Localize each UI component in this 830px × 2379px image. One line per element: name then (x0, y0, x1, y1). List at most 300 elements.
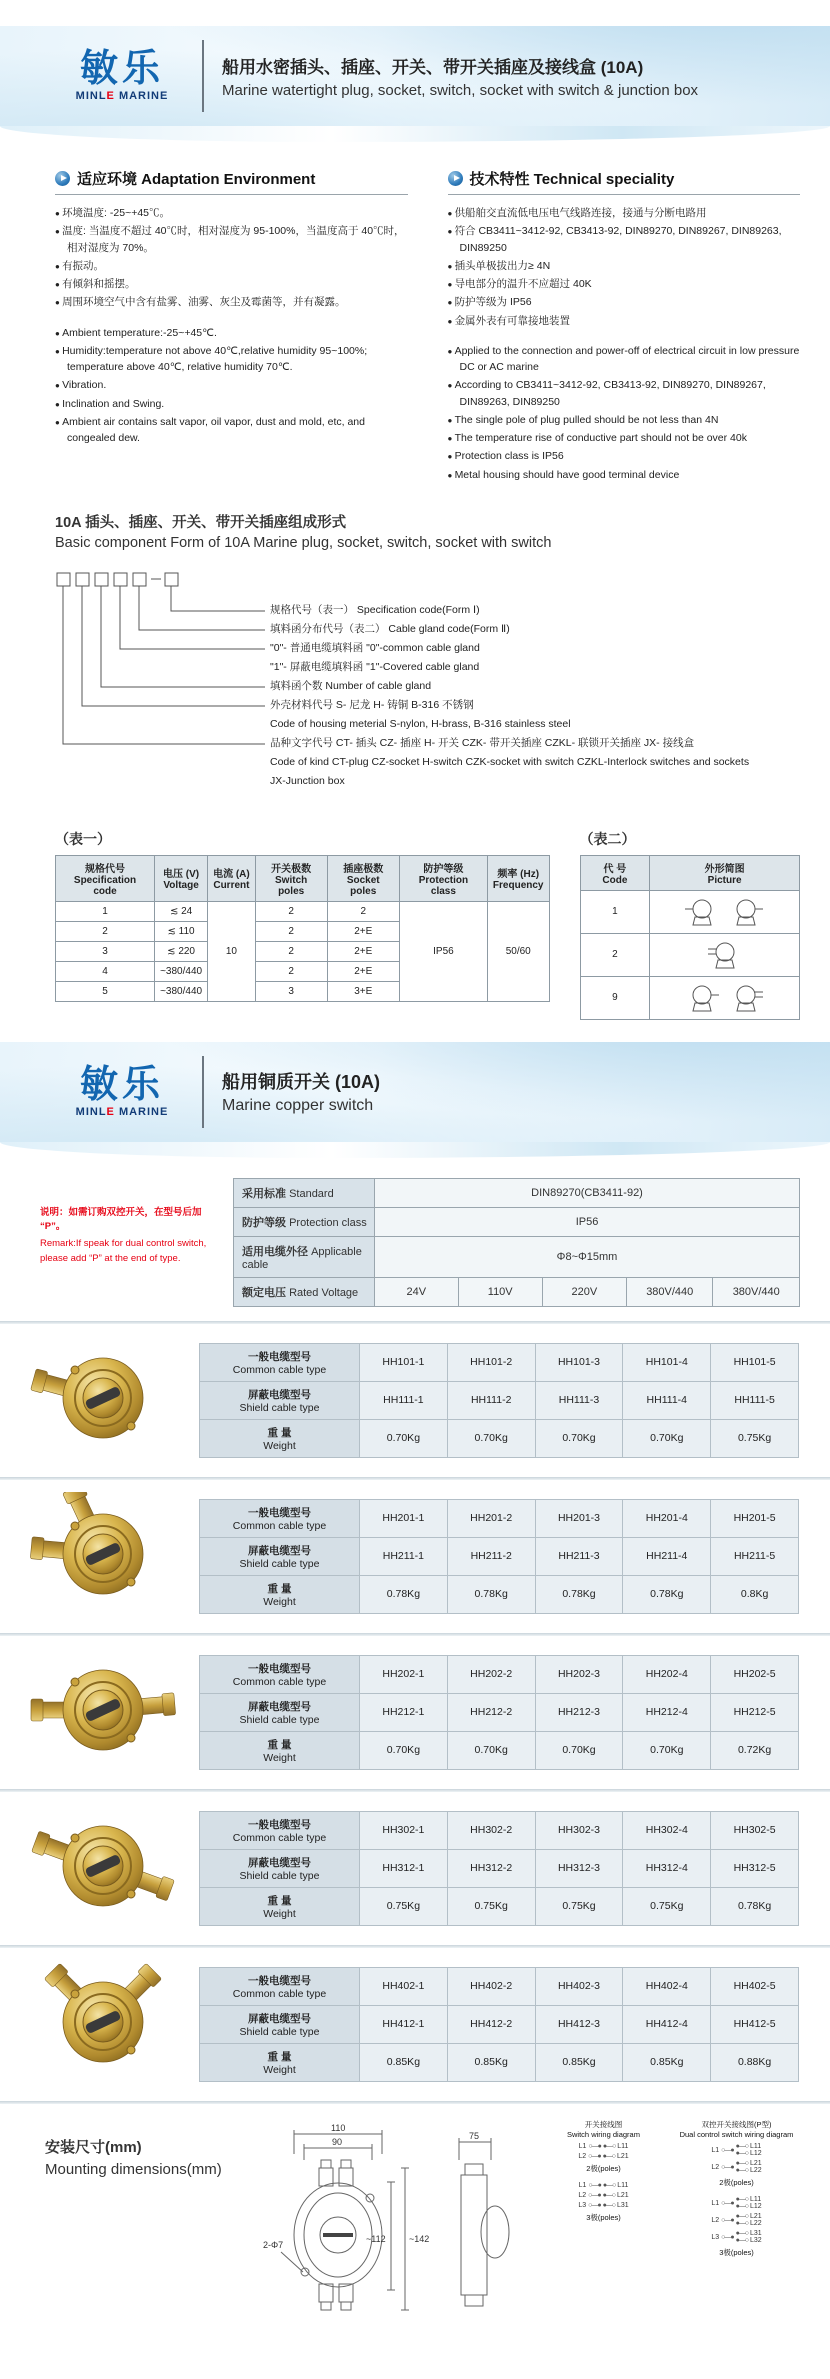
list-item: ● 温度: 当温度不超过 40℃时，相对湿度为 95-100%，当温度高于 40℃时，相对湿度为 70%。 (55, 223, 408, 256)
model-cell: HH211-2 (447, 1537, 535, 1575)
wiring-terminal: L3 (711, 2233, 720, 2241)
model-cell: HH101-2 (447, 1343, 535, 1381)
form1-col-header: 规格代号 Specification code (56, 855, 155, 901)
product-row-label: 重 量 Weight (200, 1575, 360, 1613)
form1-row (56, 901, 550, 921)
model-cell: 0.8Kg (711, 1575, 799, 1613)
list-item: ● 周围环境空气中含有盐雾、油雾、灰尘及霉菌等，并有凝露。 (55, 294, 408, 310)
form1-col-header: 开关极数 Switch poles (255, 855, 327, 901)
model-cell: HH412-3 (535, 2005, 623, 2043)
model-cell: 0.85Kg (360, 2043, 448, 2081)
adaptation-title: 适应环境 Adaptation Environment (77, 171, 316, 188)
adaptation-list-en (55, 325, 408, 447)
product-table (199, 1655, 799, 1770)
wiring-row: L3 ○—● ●—○ L31 ●—○ L32 (711, 2230, 762, 2245)
dim-holes: 2-Φ7 (263, 2239, 284, 2250)
wiring-terminal: L1 (578, 2182, 587, 2190)
cable-label: 适用电缆外径 Applicable cable (234, 1236, 375, 1277)
model-cell: 0.78Kg (447, 1575, 535, 1613)
gland-picture-9 (650, 976, 800, 1019)
cable-row (234, 1236, 800, 1277)
switch-wiring-diagram (541, 2120, 666, 2355)
model-cell: HH412-5 (711, 2005, 799, 2043)
form1-col-header: 防护等级 Protection class (399, 855, 487, 901)
form2-row (580, 933, 799, 976)
wiring-row: L2 ○—● ●—○ L21 (578, 2153, 629, 2161)
model-cell: 0.70Kg (447, 1731, 535, 1769)
wiring-row: L1 ○—● ●—○ L11 (578, 2182, 629, 2190)
standard-row (234, 1178, 800, 1207)
component-form-section (0, 495, 830, 815)
model-cell: HH201-1 (360, 1499, 448, 1537)
protection-value: IP56 (375, 1207, 800, 1236)
model-cell: HH312-3 (535, 1849, 623, 1887)
list-item: ● 导电部分的温升不应超过 40K (448, 276, 801, 292)
wiring-row: L2 ○—● ●—○ L21 ●—○ L22 (711, 2213, 762, 2228)
list-item: ● Humidity:temperature not above 40℃,relative humidity 95~100%; temperature above 40℃, relative humidity 70℃. (55, 343, 408, 376)
wiring-terminal: ●—○ L11 (602, 2182, 629, 2190)
form1-cell: ~380/440 (155, 961, 208, 981)
form1-cell: ≲ 24 (155, 901, 208, 921)
model-cell: HH212-2 (447, 1693, 535, 1731)
dim-142: ~142 (409, 2233, 430, 2244)
cable-value: Φ8~Φ15mm (375, 1236, 800, 1277)
model-cell: HH202-4 (623, 1655, 711, 1693)
wiring-terminal: L2 (711, 2216, 720, 2224)
product-row-label: 屏蔽电缆型号 Shield cable type (200, 1381, 360, 1419)
model-cell: 0.70Kg (535, 1731, 623, 1769)
product-table (199, 1811, 799, 1926)
logo-red-accent: E (106, 1105, 115, 1118)
common-type-row (200, 1499, 799, 1537)
model-cell: HH312-4 (623, 1849, 711, 1887)
voltage-value: 220V (542, 1277, 626, 1306)
form1-header-row (56, 855, 550, 901)
wiring-terminal: L1 (578, 2143, 587, 2151)
product-row-label: 屏蔽电缆型号 Shield cable type (200, 1849, 360, 1887)
model-cell: HH302-4 (623, 1811, 711, 1849)
product-row (0, 1792, 830, 1945)
product-photo-box (20, 1960, 185, 2089)
poles-label: 3极(poles) (719, 2248, 754, 2258)
protection-label: 防护等级 Protection class (234, 1207, 375, 1236)
model-cell: HH402-3 (535, 1967, 623, 2005)
wave-decoration (0, 1142, 830, 1158)
form1-block (55, 829, 550, 1002)
model-cell: 0.85Kg (535, 2043, 623, 2081)
model-cell: HH111-2 (447, 1381, 535, 1419)
form1-cell: 2 (255, 941, 327, 961)
model-cell: HH201-4 (623, 1499, 711, 1537)
list-item: 填料函个数 Number of cable gland (270, 679, 432, 692)
code-connector-lines (55, 567, 270, 815)
page-title-cn: 船用水密插头、插座、开关、带开关插座及接线盒 (10A) (222, 58, 644, 77)
adaptation-list-cn (55, 205, 408, 311)
form1-col-header: 电压 (V) Voltage (155, 855, 208, 901)
product-row (0, 1324, 830, 1477)
logo-en-text: MINLE MARINE (75, 1105, 169, 1118)
list-item: "0"- 普通电缆填料函 "0"-common cable gland (270, 641, 480, 654)
mounting-title-cn: 安装尺寸(mm) (45, 2138, 142, 2156)
model-cell: HH211-1 (360, 1537, 448, 1575)
product-list (0, 1321, 830, 2104)
standards-section (0, 1158, 830, 1321)
weight-row (200, 1731, 799, 1769)
form1-cell: IP56 (399, 901, 487, 1001)
wiring-title: 双控开关接线图(P型) Dual control switch wiring diagram (679, 2119, 794, 2139)
list-item: ● Vibration. (55, 377, 408, 393)
wiring-terminal: ●—○ L22 (735, 2220, 762, 2228)
standards-table (233, 1178, 800, 1307)
list-item: ● 环境温度: -25~+45℃。 (55, 205, 408, 221)
list-item: ● 金属外表有可靠接地装置 (448, 313, 801, 329)
form1-caption: （表一） (55, 830, 111, 847)
product-photo (23, 1492, 183, 1616)
list-item: ● Ambient air contains salt vapor, oil vapor, dust and mold, etc, and congealed dew. (55, 414, 408, 447)
model-cell: HH101-5 (711, 1343, 799, 1381)
form1-col-header: 插座极数 Socket poles (327, 855, 399, 901)
list-item: 外壳材料代号 S- 尼龙 H- 铸铜 B-316 不锈钢 (270, 698, 474, 711)
header-divider (202, 40, 204, 112)
header-divider (202, 1056, 204, 1128)
product-photo (23, 1960, 183, 2084)
wiring-terminal: ●—○ L21 (735, 2213, 762, 2221)
wiring-terminal: ●—○ L21 (602, 2153, 629, 2161)
model-cell: 0.78Kg (711, 1887, 799, 1925)
model-cell: HH302-1 (360, 1811, 448, 1849)
wiring-terminal: L3 (578, 2202, 587, 2210)
model-cell: HH211-5 (711, 1537, 799, 1575)
gland-glyph-icon (670, 938, 780, 972)
list-item: ● 插头单极拔出力≥ 4N (448, 258, 801, 274)
wiring-row: L1 ○—● ●—○ L11 (578, 2143, 629, 2151)
model-cell: 0.88Kg (711, 2043, 799, 2081)
product-row-label: 一般电缆型号 Common cable type (200, 1811, 360, 1849)
wiring-title: 开关接线图 Switch wiring diagram (567, 2119, 640, 2139)
wiring-terminal: ●—○ L22 (735, 2167, 762, 2175)
product-row-label: 一般电缆型号 Common cable type (200, 1655, 360, 1693)
wiring-terminal: ●—○ L31 (735, 2230, 762, 2238)
logo-en-text: MINLE MARINE (75, 90, 169, 102)
standard-label: 采用标准 Standard (234, 1178, 375, 1207)
dim-112: ~112 (366, 2233, 386, 2244)
model-cell: HH212-5 (711, 1693, 799, 1731)
wiring-terminal: L2 (711, 2163, 720, 2171)
list-item: ● 防护等级为 IP56 (448, 294, 801, 310)
wiring-terminal: ●—○ L21 (735, 2160, 762, 2168)
form2-block (580, 829, 800, 1020)
technical-section (448, 168, 801, 485)
form1-cell: 4 (56, 961, 155, 981)
weight-row (200, 1419, 799, 1457)
wiring-group (674, 2143, 799, 2188)
adaptation-header (55, 168, 408, 195)
wiring-terminal: ●—○ L11 (735, 2196, 762, 2204)
list-item: ● Metal housing should have good terminal device (448, 467, 801, 483)
model-cell: HH402-1 (360, 1967, 448, 2005)
common-type-row (200, 1967, 799, 2005)
model-cell: HH312-1 (360, 1849, 448, 1887)
model-cell: HH202-1 (360, 1655, 448, 1693)
voltage-row (234, 1277, 800, 1306)
dim-110: 110 (331, 2122, 346, 2133)
product-row-label: 一般电缆型号 Common cable type (200, 1967, 360, 2005)
switch-front-side-drawing (233, 2120, 533, 2350)
product-table (199, 1343, 799, 1458)
wiring-terminal: ●—○ L21 (602, 2192, 629, 2200)
list-item: ● 有倾斜和摇摆。 (55, 276, 408, 292)
form1-cell: 10 (208, 901, 256, 1001)
gland-glyph-icon (670, 895, 780, 929)
form1-table (55, 855, 550, 1002)
product-photo (23, 1336, 183, 1460)
voltage-value: 380V/440 (627, 1277, 713, 1306)
wiring-terminal: ●—○ L31 (602, 2202, 629, 2210)
wiring-terminal: ●—○ L32 (735, 2237, 762, 2245)
top-margin (0, 0, 830, 26)
gland-code: 9 (580, 976, 650, 1019)
model-cell: 0.72Kg (711, 1731, 799, 1769)
model-cell: HH402-2 (447, 1967, 535, 2005)
form1-cell: 2+E (327, 941, 399, 961)
component-form-title-en: Basic component Form of 10A Marine plug, socket, switch, socket with switch (55, 534, 552, 551)
model-cell: 0.75Kg (711, 1419, 799, 1457)
wiring-row: L3 ○—● ●—○ L31 (578, 2202, 629, 2210)
model-cell: HH202-3 (535, 1655, 623, 1693)
list-item: JX-Junction box (270, 774, 345, 787)
model-cell: HH211-4 (623, 1537, 711, 1575)
form1-cell: ≲ 110 (155, 921, 208, 941)
list-item: 填料函分布代号（表二） Cable gland code(Form Ⅱ) (270, 622, 510, 635)
component-form-title-cn: 10A 插头、插座、开关、带开关插座组成形式 (55, 514, 347, 531)
mounting-section (0, 2104, 830, 2379)
shield-type-row (200, 1849, 799, 1887)
model-cell: HH212-1 (360, 1693, 448, 1731)
model-cell: 0.70Kg (623, 1731, 711, 1769)
form1-cell: 3+E (327, 981, 399, 1001)
model-cell: 0.75Kg (360, 1887, 448, 1925)
list-item: ● Applied to the connection and power-off of electrical circuit in low pressure DC or AC marine (448, 343, 801, 376)
model-cell: HH412-2 (447, 2005, 535, 2043)
section-title-cn: 船用铜质开关 (10A) (222, 1072, 381, 1093)
product-table (199, 1967, 799, 2082)
technical-list-cn (448, 205, 801, 329)
list-item: ● 有振动。 (55, 258, 408, 274)
model-cell: 0.85Kg (623, 2043, 711, 2081)
product-row-label: 一般电缆型号 Common cable type (200, 1499, 360, 1537)
list-item: Code of kind CT-plug CZ-socket H-switch CZK-socket with switch CZKL-Interlock switches and sockets (270, 755, 750, 768)
poles-label: 3极(poles) (586, 2213, 621, 2223)
wiring-terminal: ●—○ L11 (735, 2143, 762, 2151)
form1-cell: ≲ 220 (155, 941, 208, 961)
wiring-group (674, 2196, 799, 2258)
model-cell: HH101-1 (360, 1343, 448, 1381)
header-band-2 (0, 1042, 830, 1142)
model-cell: HH412-1 (360, 2005, 448, 2043)
model-cell: 0.70Kg (360, 1419, 448, 1457)
model-cell: HH302-5 (711, 1811, 799, 1849)
dimension-drawing (233, 2120, 533, 2355)
model-cell: HH312-2 (447, 1849, 535, 1887)
form2-caption: （表二） (579, 830, 636, 847)
product-row-label: 重 量 Weight (200, 1419, 360, 1457)
model-cell: HH402-5 (711, 1967, 799, 2005)
gland-code: 2 (580, 933, 650, 976)
model-cell: HH412-4 (623, 2005, 711, 2043)
model-cell: HH101-3 (535, 1343, 623, 1381)
voltage-label: 额定电压 Rated Voltage (234, 1277, 375, 1306)
form1-col-header: 频率 (Hz) Frequency (487, 855, 549, 901)
page-title-en: Marine watertight plug, socket, switch, socket with switch & junction box (222, 82, 699, 99)
product-row-label: 一般电缆型号 Common cable type (200, 1343, 360, 1381)
mounting-titles (45, 2120, 225, 2355)
remark-note (40, 1178, 215, 1307)
remark-cn: 说明：如需订购双控开关，在型号后加 “P”。 (40, 1206, 202, 1233)
list-item: ● The temperature rise of conductive part should not be over 40k (448, 430, 801, 446)
section-title-en: Marine copper switch (222, 1097, 374, 1115)
wiring-terminal: L2 (578, 2192, 587, 2200)
form2-col-picture: 外形简图 Picture (650, 855, 800, 890)
gland-picture-2 (650, 933, 800, 976)
mounting-title-en: Mounting dimensions(mm) (45, 2160, 222, 2178)
product-table (199, 1499, 799, 1614)
wiring-row: L2 ○—● ●—○ L21 ●—○ L22 (711, 2160, 762, 2175)
model-cell: HH202-2 (447, 1655, 535, 1693)
form2-header-row (580, 855, 799, 890)
wiring-terminal: L1 (711, 2146, 720, 2154)
wiring-terminal: ●—○ L12 (735, 2150, 762, 2158)
wiring-group (541, 2182, 666, 2223)
header-band-1 (0, 26, 830, 126)
form1-cell: 2 (56, 921, 155, 941)
form1-cell: 2 (255, 921, 327, 941)
gland-picture-1 (650, 890, 800, 933)
wiring-terminal: ●—○ L12 (735, 2203, 762, 2211)
brand-logo (58, 50, 186, 102)
form1-cell: 2+E (327, 961, 399, 981)
model-cell: HH211-3 (535, 1537, 623, 1575)
model-cell: HH302-2 (447, 1811, 535, 1849)
model-cell: 0.85Kg (447, 2043, 535, 2081)
shield-type-row (200, 1537, 799, 1575)
gland-code: 1 (580, 890, 650, 933)
list-item: ● 供船舶交直流低电压电气线路连接，接通与分断电路用 (448, 205, 801, 221)
product-row-label: 屏蔽电缆型号 Shield cable type (200, 2005, 360, 2043)
form1-cell: 2+E (327, 921, 399, 941)
form-tables (0, 815, 830, 1028)
form1-cell: 3 (56, 941, 155, 961)
play-icon (55, 171, 70, 186)
form2-row (580, 890, 799, 933)
product-photo (23, 1648, 183, 1772)
common-type-row (200, 1343, 799, 1381)
form1-cell: 3 (255, 981, 327, 1001)
type-code-diagram (55, 567, 800, 815)
product-row (0, 1948, 830, 2101)
model-cell: HH111-4 (623, 1381, 711, 1419)
product-photo-box (20, 1336, 185, 1465)
form1-cell: 2 (327, 901, 399, 921)
form2-row (580, 976, 799, 1019)
play-icon (448, 171, 463, 186)
model-cell: HH111-1 (360, 1381, 448, 1419)
wiring-terminal: ●—○ L11 (602, 2143, 629, 2151)
list-item: Code of housing meterial S-nylon, H-brass, B-316 stainless steel (270, 717, 571, 730)
technical-header (448, 168, 801, 195)
model-cell: 0.78Kg (360, 1575, 448, 1613)
model-cell: HH101-4 (623, 1343, 711, 1381)
wave-decoration (0, 126, 830, 142)
model-cell: HH111-5 (711, 1381, 799, 1419)
model-cell: 0.75Kg (623, 1887, 711, 1925)
form2-col-code: 代 号 Code (580, 855, 650, 890)
technical-title: 技术特性 Technical speciality (469, 171, 675, 188)
model-cell: HH201-5 (711, 1499, 799, 1537)
shield-type-row (200, 2005, 799, 2043)
wiring-row: L2 ○—● ●—○ L21 (578, 2192, 629, 2200)
form1-cell: 2 (255, 901, 327, 921)
wiring-terminal: L1 (711, 2199, 720, 2207)
product-row-label: 屏蔽电缆型号 Shield cable type (200, 1693, 360, 1731)
model-cell: 0.75Kg (447, 1887, 535, 1925)
remark-en: Remark:If speak for dual control switch, please add “P” at the end of type. (40, 1238, 207, 1264)
protection-row (234, 1207, 800, 1236)
model-cell: HH201-2 (447, 1499, 535, 1537)
dual-switch-wiring-diagram (674, 2120, 799, 2355)
standard-value: DIN89270(CB3411-92) (375, 1178, 800, 1207)
list-item: ● 符合 CB3411~3412-92, CB3413-92, DIN89270, DIN89267, DIN89263, DIN89250 (448, 223, 801, 256)
poles-label: 2极(poles) (586, 2164, 621, 2174)
weight-row (200, 1575, 799, 1613)
product-row (0, 1480, 830, 1633)
list-item: ● Protection class is IP56 (448, 448, 801, 464)
model-cell: HH212-4 (623, 1693, 711, 1731)
wiring-row: L1 ○—● ●—○ L11 ●—○ L12 (711, 2143, 762, 2158)
shield-type-row (200, 1381, 799, 1419)
dim-75: 75 (469, 2130, 480, 2141)
model-cell: 0.70Kg (360, 1731, 448, 1769)
wiring-group (541, 2143, 666, 2174)
product-row-label: 屏蔽电缆型号 Shield cable type (200, 1537, 360, 1575)
model-cell: 0.70Kg (623, 1419, 711, 1457)
form1-col-header: 电流 (A) Current (208, 855, 256, 901)
model-cell: HH402-4 (623, 1967, 711, 2005)
spec-columns (0, 142, 830, 495)
technical-list-en (448, 343, 801, 483)
product-photo (23, 1804, 183, 1928)
list-item: ● The single pole of plug pulled should be not less than 4N (448, 412, 801, 428)
product-photo-box (20, 1804, 185, 1933)
header-titles (222, 53, 698, 99)
form1-cell: 1 (56, 901, 155, 921)
model-cell: 0.75Kg (535, 1887, 623, 1925)
product-row-label: 重 量 Weight (200, 2043, 360, 2081)
product-photo-box (20, 1492, 185, 1621)
voltage-value: 110V (458, 1277, 542, 1306)
list-item: 规格代号（表一） Specification code(Form Ⅰ) (270, 603, 480, 616)
logo-red-accent: E (106, 90, 115, 102)
wiring-terminal: L2 (578, 2153, 587, 2161)
voltage-value: 24V (375, 1277, 459, 1306)
wiring-row: L1 ○—● ●—○ L11 ●—○ L12 (711, 2196, 762, 2211)
form1-cell: 2 (255, 961, 327, 981)
model-cell: 0.78Kg (535, 1575, 623, 1613)
product-photo-box (20, 1648, 185, 1777)
model-cell: 0.78Kg (623, 1575, 711, 1613)
list-item: ● Ambient temperature:-25~+45℃. (55, 325, 408, 341)
adaptation-section (55, 168, 408, 485)
model-cell: HH312-5 (711, 1849, 799, 1887)
